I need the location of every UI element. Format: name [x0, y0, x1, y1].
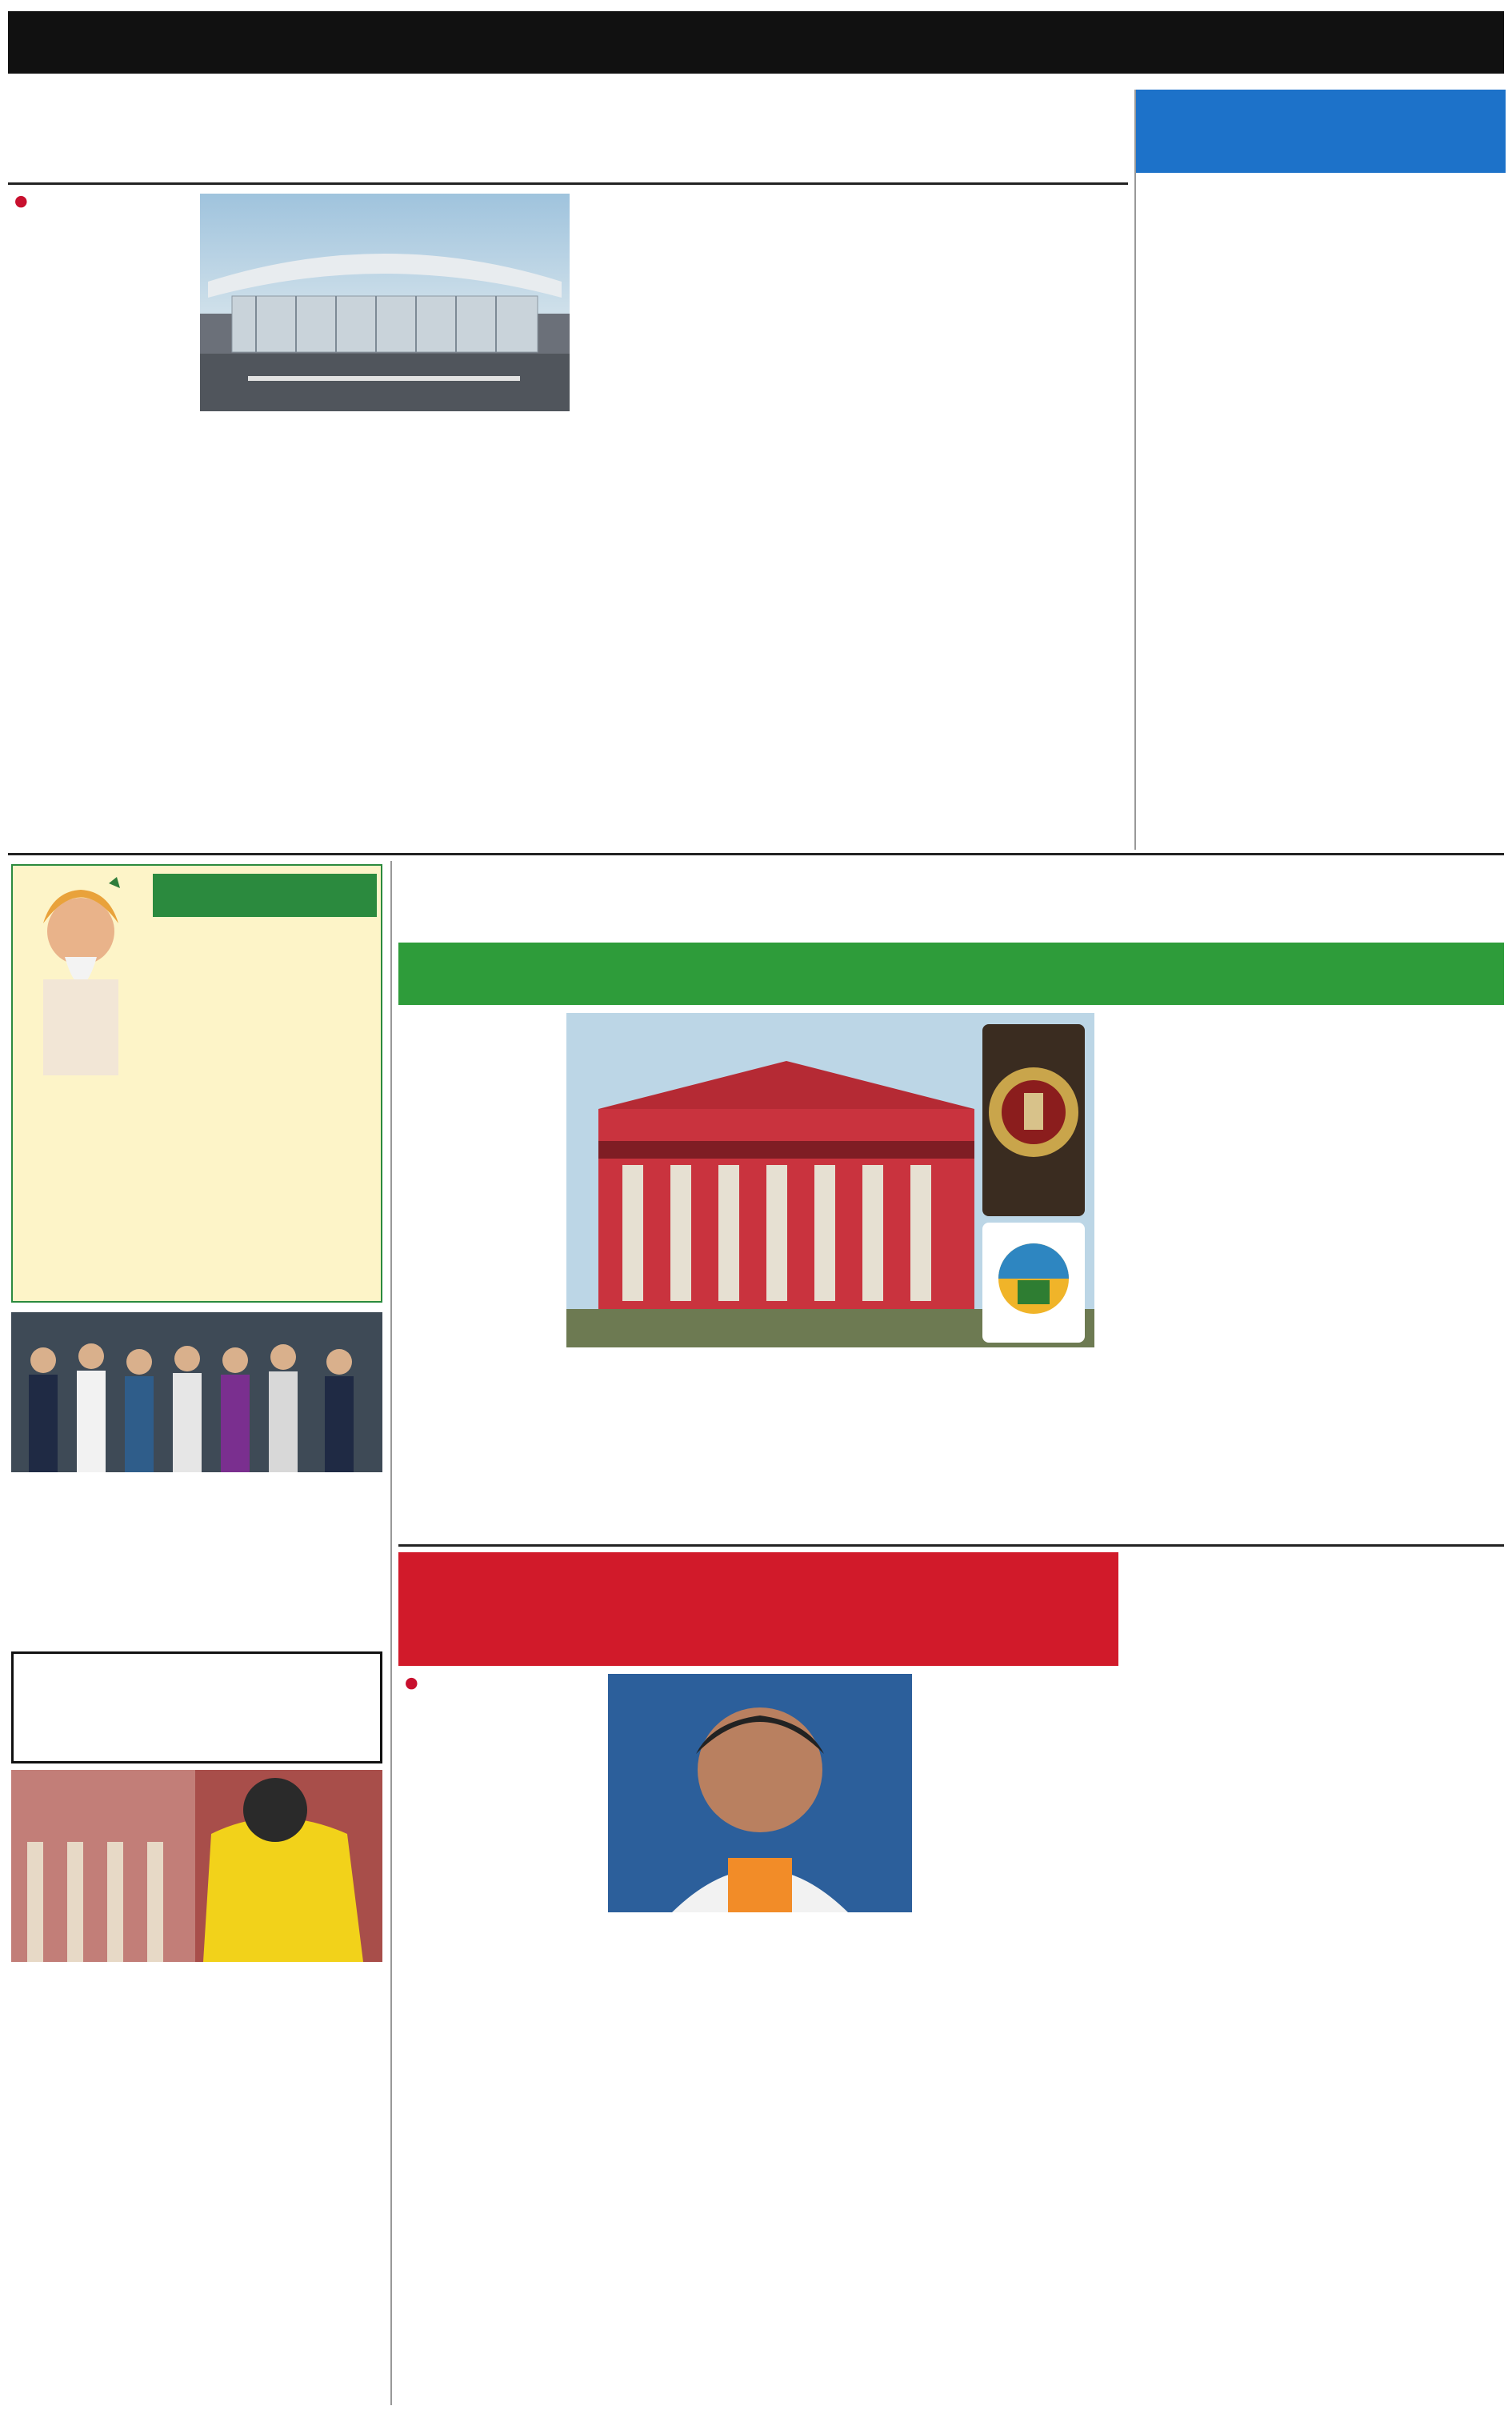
valmiki-headline — [398, 864, 1504, 936]
divider — [398, 1544, 1504, 1547]
rapido-rider-image — [11, 1770, 382, 1962]
airport-byline: ● — [14, 192, 28, 210]
bommai-byline: ● — [405, 1674, 418, 1691]
valmiki-subhead — [398, 943, 1504, 1005]
event-text — [11, 1477, 382, 1647]
high-court-photo — [566, 1013, 1094, 1347]
airport-col-2 — [200, 416, 380, 847]
bommai-headline-box — [398, 1552, 1118, 1666]
airport-headline — [11, 90, 1125, 176]
kabir-vani-box — [11, 864, 382, 1303]
airport-col-3 — [386, 416, 568, 847]
cbi-emblem — [982, 1024, 1085, 1216]
kabir-portrait-image — [21, 875, 141, 1075]
group-photo-image — [11, 1312, 382, 1472]
airport-col-6 — [950, 195, 1127, 847]
award-headline — [1136, 90, 1506, 173]
bommai-photo — [608, 1674, 912, 1912]
kabir-title — [153, 874, 377, 917]
bike-text — [11, 1968, 382, 2400]
valmiki-col-1 — [398, 1013, 558, 1501]
valmiki-nigam-logo — [982, 1223, 1085, 1343]
masthead — [8, 11, 1504, 74]
bommai-col-1 — [405, 1696, 602, 2400]
bike-headline-box — [11, 1651, 382, 1763]
airport-col-1 — [14, 214, 194, 847]
award-body — [1144, 182, 1499, 847]
divider — [8, 182, 1128, 185]
cbi-seal-icon — [982, 1024, 1085, 1216]
airport-photo — [200, 194, 570, 411]
valmiki-col-5 — [1102, 1013, 1294, 1674]
valmiki-col-6 — [1302, 1013, 1504, 1674]
award-box — [1134, 90, 1504, 850]
event-photo — [11, 1312, 382, 1472]
divider — [8, 853, 1504, 855]
column-divider — [390, 861, 392, 2405]
kabir-meaning — [22, 1083, 374, 1298]
airport-col-4 — [576, 195, 756, 847]
bommai-speaking-image — [608, 1674, 912, 1912]
nigam-emblem-icon — [982, 1223, 1085, 1343]
bike-photo — [11, 1770, 382, 1962]
airport-terminal-image — [200, 194, 570, 411]
airport-col-5 — [764, 195, 942, 847]
